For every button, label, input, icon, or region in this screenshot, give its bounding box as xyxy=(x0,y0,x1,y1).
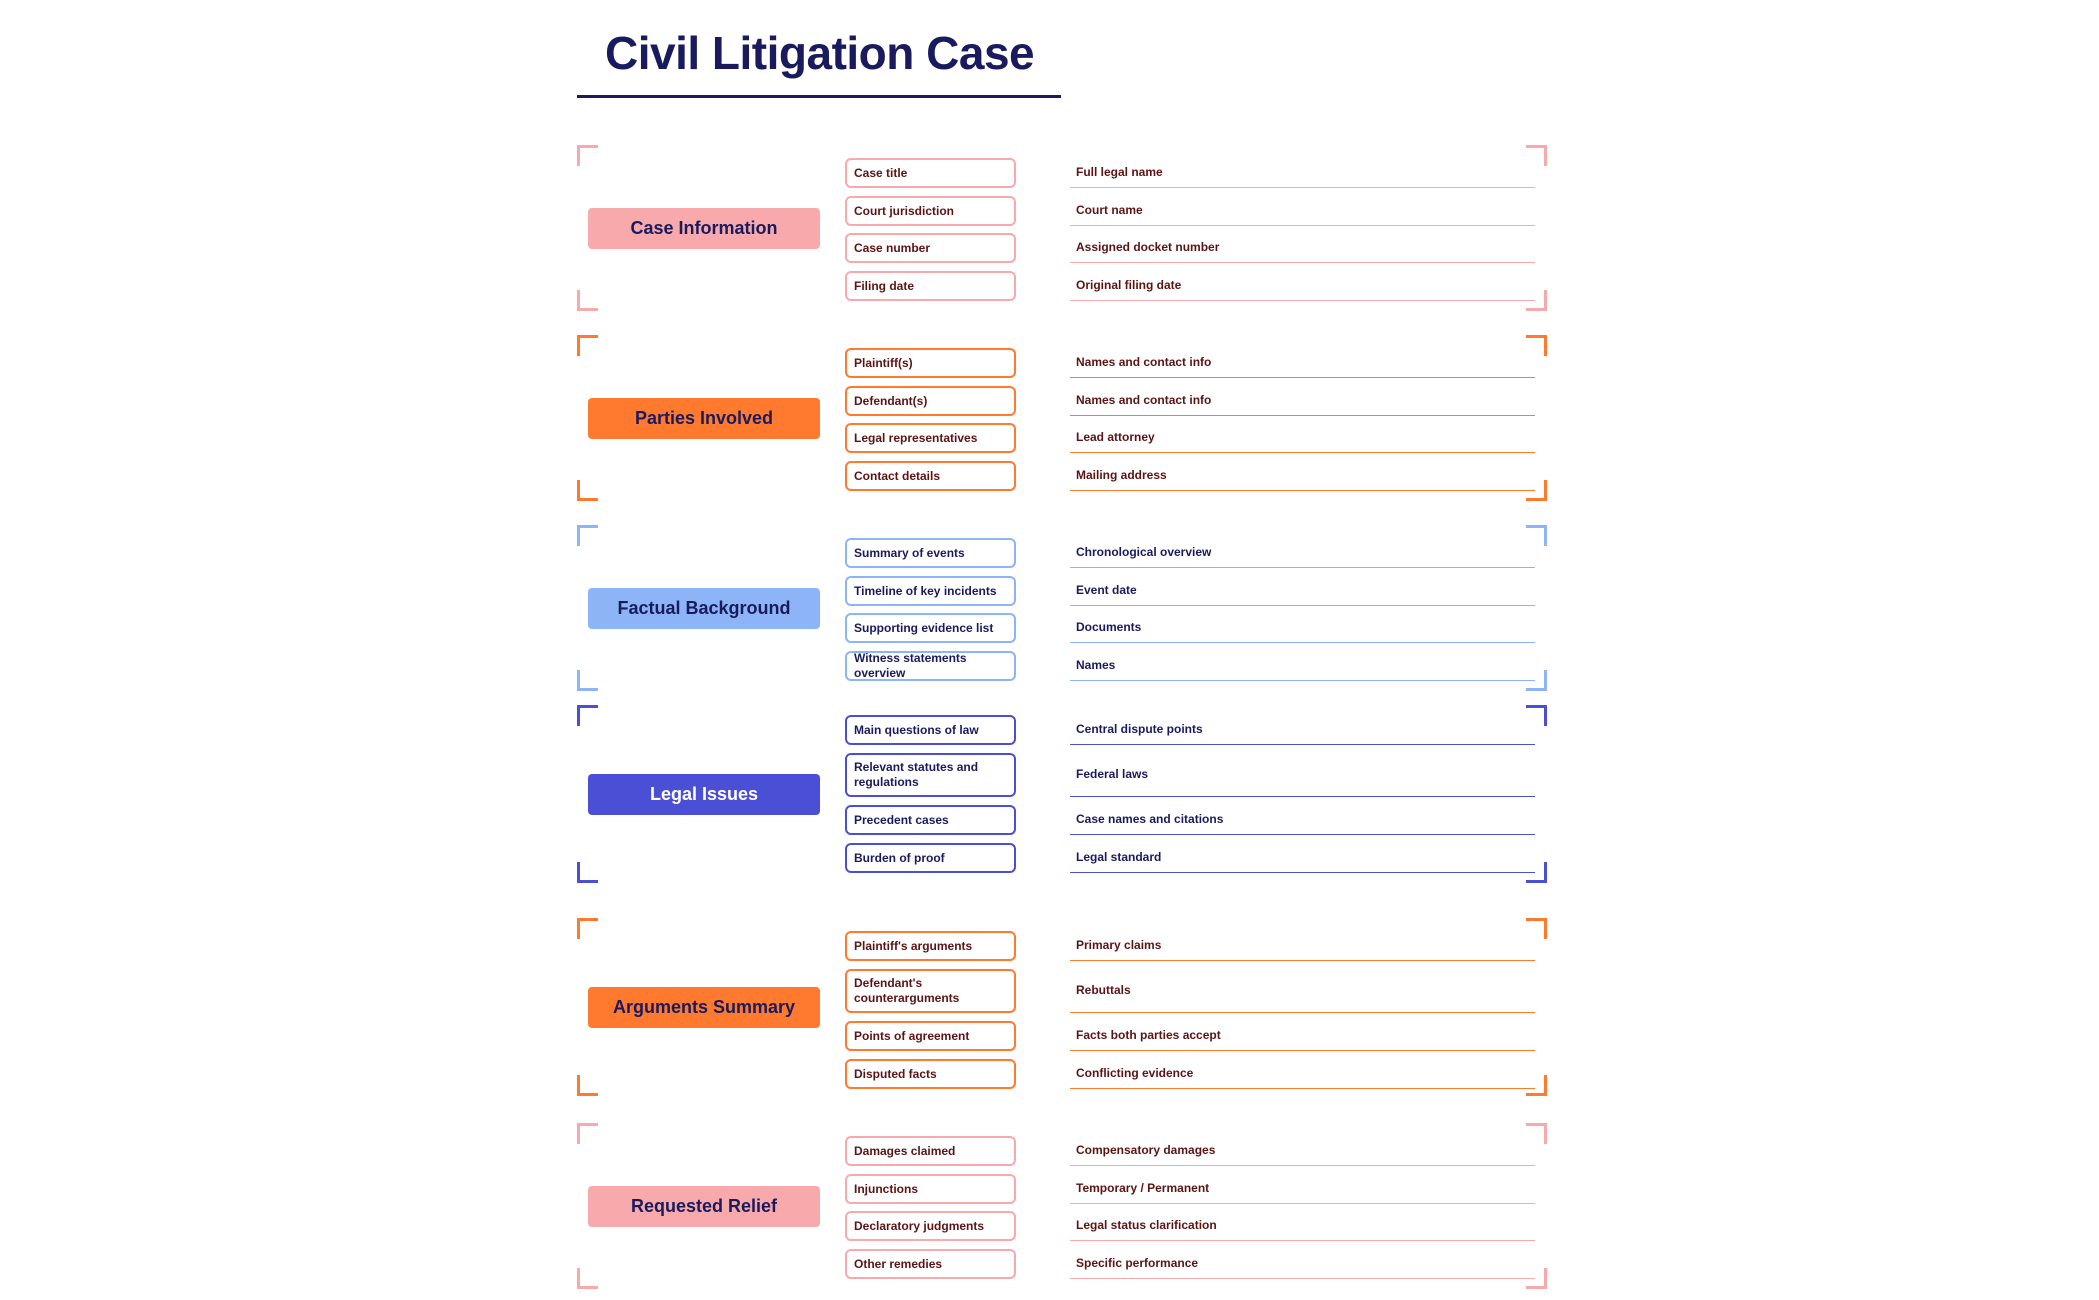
section-requested-relief xyxy=(577,1123,1547,1289)
section-factual-background xyxy=(577,525,1547,691)
field-label: Other remedies xyxy=(845,1249,1016,1279)
field-value: Legal standard xyxy=(1070,841,1535,873)
corner-bracket-tl xyxy=(577,525,598,546)
field-value: Federal laws xyxy=(1070,751,1535,797)
corner-bracket-tl xyxy=(577,1123,598,1144)
title-underline xyxy=(577,95,1061,98)
field-label: Points of agreement xyxy=(845,1021,1016,1051)
field-label: Defendant's counterarguments xyxy=(845,969,1016,1013)
field-value: Original filing date xyxy=(1070,269,1535,301)
field-label: Declaratory judgments xyxy=(845,1211,1016,1241)
category-label: Case Information xyxy=(588,208,820,249)
field-value: Rebuttals xyxy=(1070,967,1535,1013)
corner-bracket-bl xyxy=(577,670,598,691)
category-label: Parties Involved xyxy=(588,398,820,439)
category-label: Factual Background xyxy=(588,588,820,629)
corner-bracket-tl xyxy=(577,335,598,356)
page-title: Civil Litigation Case xyxy=(605,27,1035,79)
field-label: Timeline of key incidents xyxy=(845,576,1016,606)
field-value: Case names and citations xyxy=(1070,803,1535,835)
field-label: Witness statements overview xyxy=(845,651,1016,681)
section-parties-involved xyxy=(577,335,1547,501)
section-arguments-summary xyxy=(577,918,1547,1096)
field-label: Case number xyxy=(845,233,1016,263)
field-value: Chronological overview xyxy=(1070,536,1535,568)
corner-bracket-tl xyxy=(577,705,598,726)
field-value: Names and contact info xyxy=(1070,384,1535,416)
field-value: Documents xyxy=(1070,611,1535,643)
field-label: Legal representatives xyxy=(845,423,1016,453)
field-label: Main questions of law xyxy=(845,715,1016,745)
field-label: Defendant(s) xyxy=(845,386,1016,416)
field-value: Conflicting evidence xyxy=(1070,1057,1535,1089)
corner-bracket-bl xyxy=(577,862,598,883)
field-value: Facts both parties accept xyxy=(1070,1019,1535,1051)
category-label: Requested Relief xyxy=(588,1186,820,1227)
field-value: Compensatory damages xyxy=(1070,1134,1535,1166)
corner-bracket-tl xyxy=(577,918,598,939)
field-label: Injunctions xyxy=(845,1174,1016,1204)
field-value: Names and contact info xyxy=(1070,346,1535,378)
field-label: Contact details xyxy=(845,461,1016,491)
field-value: Temporary / Permanent xyxy=(1070,1172,1535,1204)
field-label: Precedent cases xyxy=(845,805,1016,835)
category-label: Arguments Summary xyxy=(588,987,820,1028)
field-value: Legal status clarification xyxy=(1070,1209,1535,1241)
field-value: Court name xyxy=(1070,194,1535,226)
field-label: Court jurisdiction xyxy=(845,196,1016,226)
section-legal-issues xyxy=(577,705,1547,883)
corner-bracket-bl xyxy=(577,1075,598,1096)
field-value: Event date xyxy=(1070,574,1535,606)
field-label: Disputed facts xyxy=(845,1059,1016,1089)
field-value: Lead attorney xyxy=(1070,421,1535,453)
field-label: Supporting evidence list xyxy=(845,613,1016,643)
field-label: Damages claimed xyxy=(845,1136,1016,1166)
field-label: Plaintiff(s) xyxy=(845,348,1016,378)
field-label: Burden of proof xyxy=(845,843,1016,873)
category-label: Legal Issues xyxy=(588,774,820,815)
section-case-information xyxy=(577,145,1547,311)
corner-bracket-bl xyxy=(577,1268,598,1289)
document xyxy=(577,0,1547,1300)
field-value: Central dispute points xyxy=(1070,713,1535,745)
field-value: Assigned docket number xyxy=(1070,231,1535,263)
field-label: Summary of events xyxy=(845,538,1016,568)
field-value: Specific performance xyxy=(1070,1247,1535,1279)
field-label: Plaintiff's arguments xyxy=(845,931,1016,961)
corner-bracket-tl xyxy=(577,145,598,166)
field-label: Case title xyxy=(845,158,1016,188)
field-value: Full legal name xyxy=(1070,156,1535,188)
field-label: Filing date xyxy=(845,271,1016,301)
field-value: Names xyxy=(1070,649,1535,681)
corner-bracket-bl xyxy=(577,290,598,311)
field-value: Mailing address xyxy=(1070,459,1535,491)
field-label: Relevant statutes and regulations xyxy=(845,753,1016,797)
corner-bracket-bl xyxy=(577,480,598,501)
field-value: Primary claims xyxy=(1070,929,1535,961)
